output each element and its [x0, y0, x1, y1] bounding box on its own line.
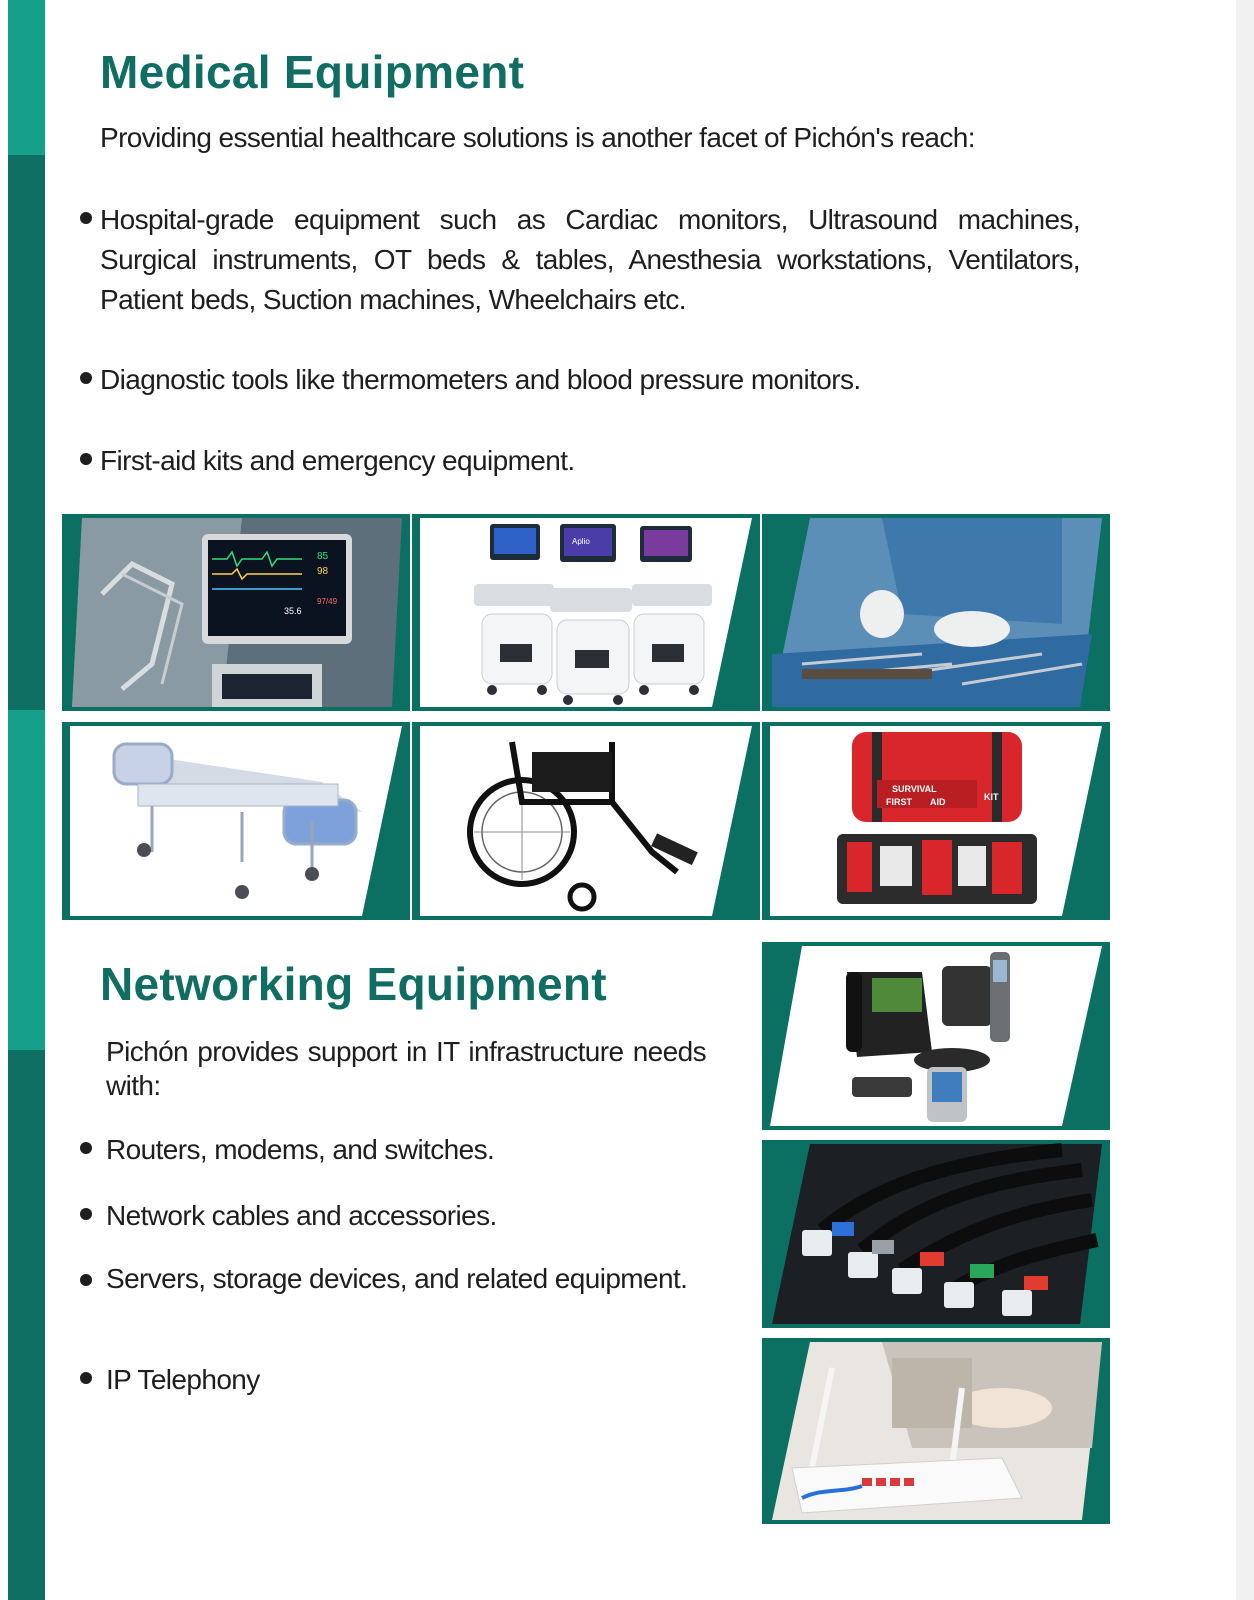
monitor-reading-spo2: 98	[317, 566, 329, 577]
networking-bullet-ip-telephony: IP Telephony	[80, 1360, 720, 1400]
medical-heading: Medical Equipment	[100, 46, 525, 98]
wheelchair-photo	[412, 722, 760, 920]
patient-bed-photo	[62, 722, 410, 920]
sidebar-accent-top	[8, 0, 45, 155]
network-cables-photo	[762, 1140, 1110, 1328]
ultrasound-screen-label: Aplio	[572, 537, 590, 546]
cardiac-monitor-photo	[62, 514, 410, 711]
kit-label-kit: KIT	[984, 792, 999, 802]
bullet-dot	[80, 212, 92, 224]
monitor-reading-temp: 35.6	[284, 606, 302, 616]
networking-heading: Networking Equipment	[100, 958, 607, 1010]
sidebar-accent-middle	[8, 710, 45, 1050]
medical-bullet-firstaid: First-aid kits and emergency equipment.	[80, 441, 1080, 481]
monitor-reading-hr: 85	[317, 551, 329, 562]
bullet-dot	[80, 1208, 92, 1220]
networking-intro: Pichón provides support in IT infrastructure needs with:	[106, 1036, 706, 1101]
ip-phones-photo	[762, 942, 1110, 1130]
bullet-dot	[80, 372, 92, 384]
kit-label-aid: AID	[930, 797, 946, 807]
kit-label-first: FIRST	[886, 797, 912, 807]
bullet-dot	[80, 453, 92, 465]
medical-bullet-hospital: Hospital-grade equipment such as Cardiac monitors, Ultrasound machines, Surgical instruments, OT beds & tables, Anesthesia workstations, Ventilators, Patient beds, Suction machines, Wheelchairs etc.	[80, 200, 1080, 320]
page-edge	[1236, 0, 1254, 1600]
bullet-dot	[80, 1274, 92, 1286]
bullet-dot	[80, 1372, 92, 1384]
networking-bullet-cables: Network cables and accessories.	[80, 1196, 720, 1236]
monitor-reading-bp: 97/49	[317, 597, 338, 606]
ultrasound-machines-photo	[412, 514, 760, 711]
bullet-dot	[80, 1142, 92, 1154]
networking-bullet-routers: Routers, modems, and switches.	[80, 1130, 720, 1170]
medical-bullet-diagnostic: Diagnostic tools like thermometers and blood pressure monitors.	[80, 360, 1080, 400]
medical-intro: Providing essential healthcare solutions is another facet of Pichón's reach:	[100, 122, 975, 153]
surgical-instruments-photo	[762, 514, 1110, 711]
networking-bullet-servers: Servers, storage devices, and related equipment.	[80, 1262, 710, 1296]
kit-label-survival: SURVIVAL	[892, 784, 937, 794]
first-aid-kit-photo	[762, 722, 1110, 920]
router-photo	[762, 1338, 1110, 1524]
